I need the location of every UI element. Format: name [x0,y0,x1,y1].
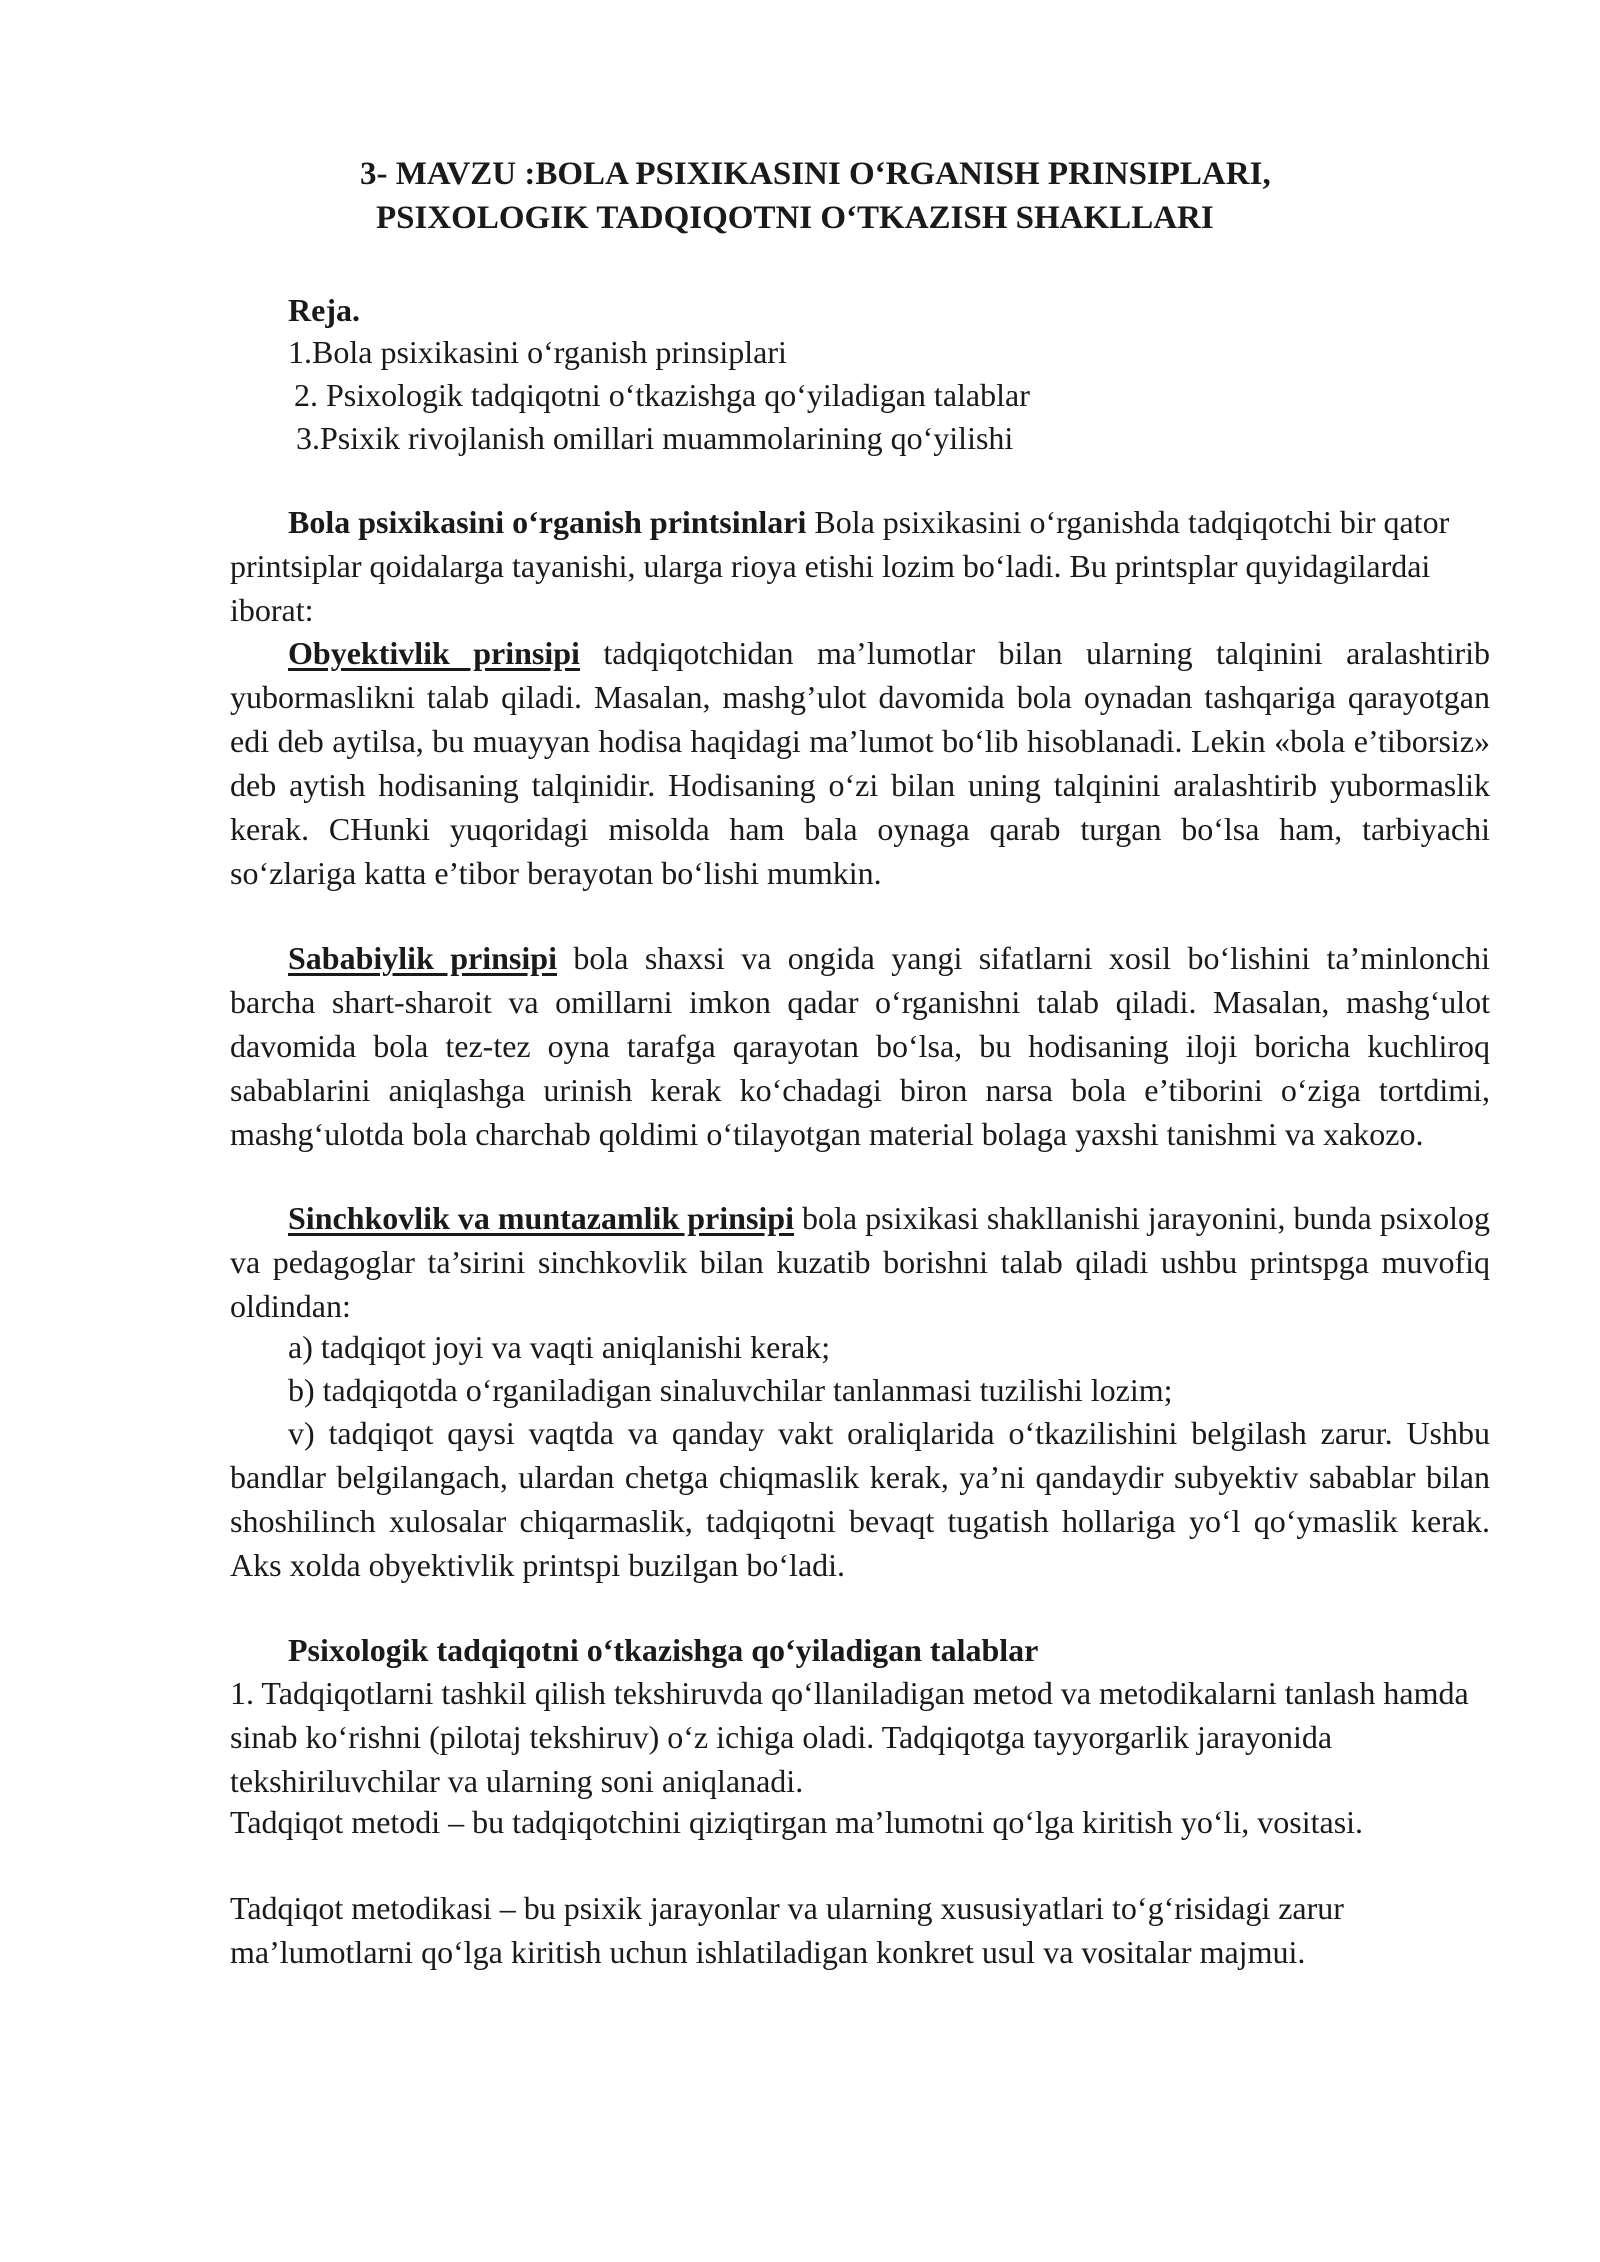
title-line-2: PSIXOLOGIK TADQIQOTNI O‘TKAZISH SHAKLLARI [376,200,1214,236]
section1-paragraph [230,500,1490,632]
principle1-term: Obyektivlik prinsipi [288,635,580,671]
plan-item-3: 3.Psixik rivojlanish omillari muammolarining qo‘yilishi [296,420,1014,456]
plan-heading: Reja. [288,292,360,328]
plan-item-1: 1.Bola psixikasini o‘rganish prinsiplari [288,334,787,370]
page-title [360,152,1460,240]
section2-paragraph-3: Tadqiqot metodikasi – bu psixik jarayonlar va ularning xususiyatlari to‘g‘risidagi zarur ma’lumotlarni qo‘lga kiritish uchun ishlatiladigan konkret usul va vositalar majmui. [230,1890,1344,1970]
principle1-text: tadqiqotchidan ma’lumotlar bilan ularning talqinini aralashtirib yubormaslikni talab qiladi. Masalan, mashg’ulot davomida bola oynadan tashqariga qarayotgan edi deb aytilsa, bu muayyan hodisa haqidagi ma’lumot bo‘lib hisoblanadi. Lekin «bola e’tiborsiz» deb aytish hodisaning talqinidir. Hodisaning o‘zi bilan uning talqinini aralashtirib yubormaslik kerak. CHunki yuqoridagi misolda ham bala oynaga qarab turgan bo‘lsa ham, tarbiyachi so‘zlariga katta e’tibor berayotan bo‘lishi mumkin. [230,635,1491,891]
section1-text: Bola psixikasini o‘rganishda tadqiqotchi bir qator printsiplar qoidalarga tayanishi, ularga rioya etishi lozim bo‘ladi. Bu printsplar quyidagilardai iborat: [230,504,1450,628]
plan-item-2: 2. Psixologik tadqiqotni o‘tkazishga qo‘yiladigan talablar [294,377,1030,413]
condition-b: b) tadqiqotda o‘rganiladigan sinaluvchilar tanlanmasi tuzilishi lozim; [288,1372,1173,1408]
condition-a: a) tadqiqot joyi va vaqti aniqlanishi kerak; [288,1329,831,1365]
principle3-term: Sinchkovlik va muntazamlik prinsipi [288,1200,794,1236]
principle2-paragraph [230,936,1490,1156]
principle2-text: bola shaxsi va ongida yangi sifatlarni xosil bo‘lishini ta’minlonchi barcha shart-sharoit va omillarni imkon qadar o‘rganishni talab qiladi. Masalan, mashg‘ulot davomida bola tez-tez oyna tarafga qarayotan bo‘lsa, bu hodisaning iloji boricha kuchliroq sabablarini aniqlashga urinish kerak ko‘chadagi biron narsa bola e’tiborini o‘ziga tortdimi, mashg‘ulotda bola charchab qoldimi o‘tilayotgan material bolaga yaxshi tanishmi va xakozo. [230,940,1491,1152]
principle3-paragraph [230,1196,1490,1328]
section2-heading: Psixologik tadqiqotni o‘tkazishga qo‘yiladigan talablar [288,1632,1039,1668]
principle2-term: Sababiylik prinsipi [288,940,557,976]
condition-v: v) tadqiqot qaysi vaqtda va qanday vakt oraliqlarida o‘tkazilishini belgilash zarur. Ushbu bandlar belgilangach, ulardan chetga chiqmaslik kerak, ya’ni qandaydir subyektiv sabablar bilan shoshilinch xulosalar chiqarmaslik, tadqiqotni bevaqt tugatish hollariga yo‘l qo‘ymaslik kerak. Aks xolda obyektivlik printspi buzilgan bo‘ladi. [230,1415,1490,1583]
title-line-1: 3- MAVZU :BOLA PSIXIKASINI O‘RGANISH PRINSIPLARI, [360,156,1271,192]
section1-heading: Bola psixikasini o‘rganish printsinlari [288,504,807,540]
principle3-text: bola psixikasi shakllanishi jarayonini, bunda psixolog va pedagoglar ta’sirini sinchkovlik bilan kuzatib borishni talab qiladi ushbu printspga muvofiq oldindan: [230,1200,1491,1324]
section2-paragraph-2: Tadqiqot metodi – bu tadqiqotchini qiziqtirgan ma’lumotni qo‘lga kiritish yo‘li, vositasi. [230,1804,1364,1840]
section2-paragraph-1: 1. Tadqiqotlarni tashkil qilish tekshiruvda qo‘llaniladigan metod va metodikalarni tanlash hamda sinab ko‘rishni (pilotaj tekshiruv) o‘z ichiga oladi. Tadqiqotga tayyorgarlik jarayonida tekshiriluvchilar va ularning soni aniqlanadi. [230,1675,1469,1799]
principle1-paragraph [230,631,1490,895]
